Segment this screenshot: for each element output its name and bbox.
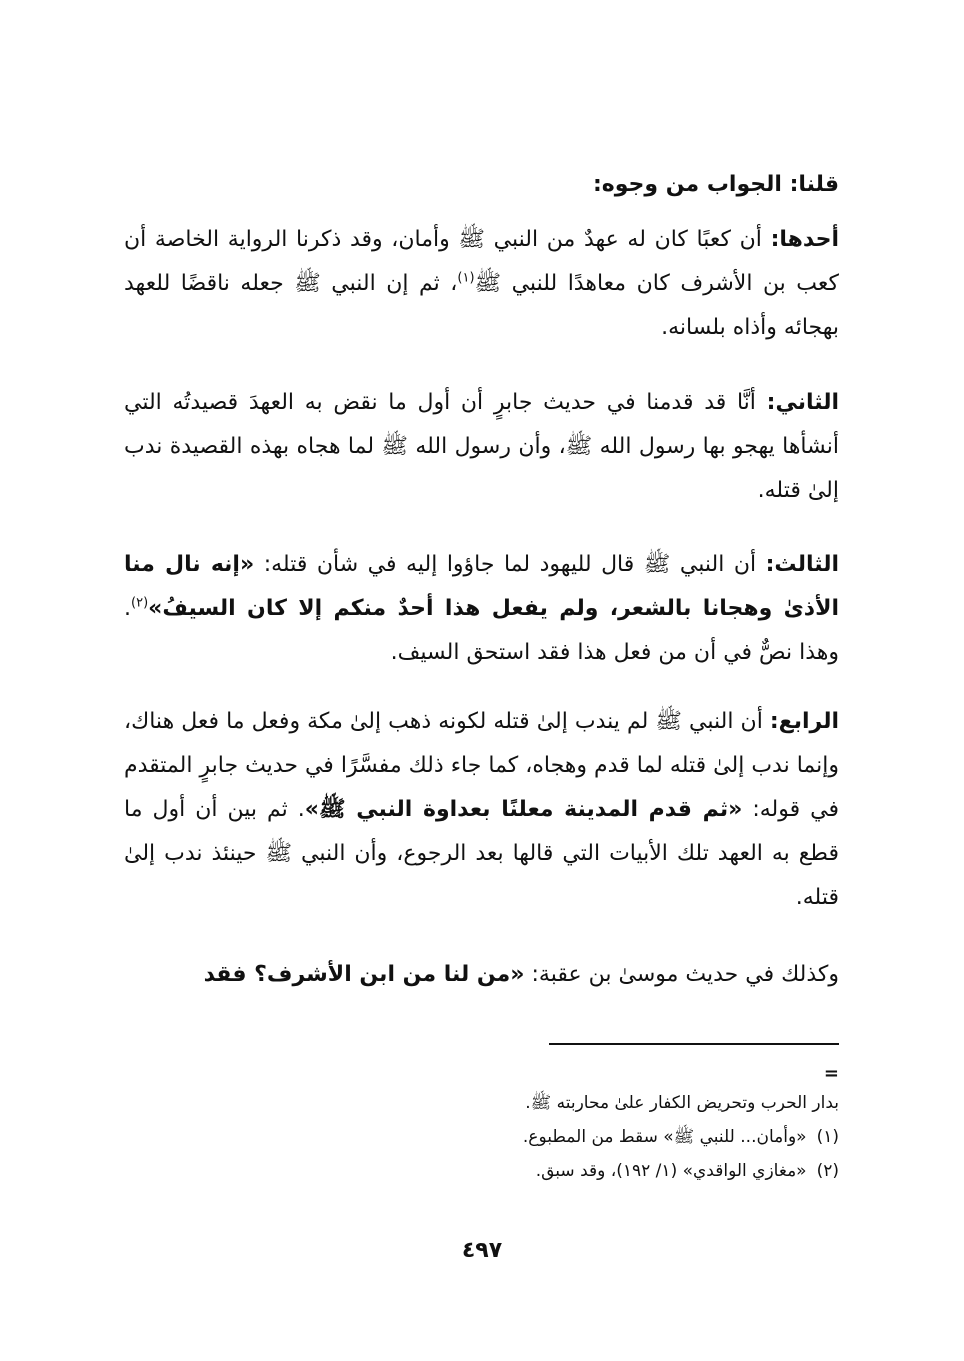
footnote-number: (١) [816, 1127, 839, 1147]
paragraph-first [124, 218, 839, 350]
paragraph-text: أن النبي ﷺ لم يندب إلىٰ قتله لكونه ذهب إلىٰ مكة وفعل ما فعل هناك، وإنما ندب إلىٰ قتله لما قدم وهجاه، كما جاء ذلك مفسَّرًا في حديث جابرٍ المتقدم في قوله: [124, 709, 839, 822]
hadith-quote: «إنه نال منا الأذىٰ وهجانا بالشعر، ولم يفعل هذا أحدٌ منكم إلا كان السيفُ» [124, 552, 839, 621]
paragraph-second [124, 381, 839, 513]
paragraph-tail: . ثم بين أن أول ما قطع به العهد تلك الأبيات التي قالها بعد الرجوع، وأن النبي ﷺ حينئذ ندب إلىٰ قتله. [124, 797, 839, 910]
paragraph-tail: . وهذا نصٌّ في أن من فعل هذا فقد استحق السيف. [124, 596, 839, 665]
paragraph-text: أنَّا قد قدمنا في حديث جابرٍ أن أول ما نقض به العهدَ قصيدتُه التي أنشأها يهجو بها رسول الله ﷺ، وأن رسول الله ﷺ لما هجاه بهذه القصيدة ندب إلىٰ قتله. [124, 390, 839, 503]
paragraph-tail: ، ثم إن النبي ﷺ جعله ناقضًا للعهد بهجائه وأذاه بلسانه. [124, 271, 839, 340]
paragraph-lead: الثالث: [765, 552, 840, 577]
hadith-quote: «من لنا من ابن الأشرف؟ فقد [203, 962, 525, 987]
paragraph-text: أن كعبًا كان له عهدٌ من النبي ﷺ وأمان، وقد ذكرنا الرواية الخاصة أن كعب بن الأشرف كان معاهدًا للنبي ﷺ [124, 227, 840, 296]
paragraph-lead: الثاني: [766, 390, 839, 415]
paragraph-fourth [124, 700, 839, 920]
hadith-quote: «ثم قدم المدينة معلنًا بعداوة النبي ﷺ» [304, 797, 743, 822]
paragraph-third [124, 543, 839, 675]
footnote-divider [549, 1043, 839, 1045]
paragraph-text: وكذلك في حديث موسىٰ بن عقبة: [524, 962, 839, 987]
footnote-continuation: بدار الحرب وتحريض الكفار علىٰ محاربته ﷺ. [525, 1093, 839, 1113]
page-number: ٤٩٧ [461, 1238, 503, 1263]
footnote-number: (٢) [816, 1161, 839, 1181]
footnote-item [124, 1120, 839, 1154]
paragraph-lead: الرابع: [769, 709, 839, 734]
footnote-item [124, 1154, 839, 1188]
footnote-ref-1[interactable]: (١) [457, 270, 475, 286]
footnote-text: «وأمان... للنبي ﷺ» سقط من المطبوع. [522, 1127, 807, 1147]
footnote-text: «مغازي الواقدي» (١/ ١٩٢)، وقد سبق. [535, 1161, 807, 1181]
paragraph-fifth [124, 953, 839, 997]
footnote-continuation-mark: = [823, 1063, 839, 1084]
section-heading: قلنا: الجواب من وجوه: [592, 172, 839, 197]
paragraph-lead: أحدها: [770, 227, 839, 252]
footnotes [124, 1062, 839, 1188]
footnote-ref-2[interactable]: (٢) [131, 595, 149, 611]
paragraph-text: أن النبي ﷺ قال لليهود لما جاؤوا إليه في شأن قتله: [254, 552, 766, 577]
